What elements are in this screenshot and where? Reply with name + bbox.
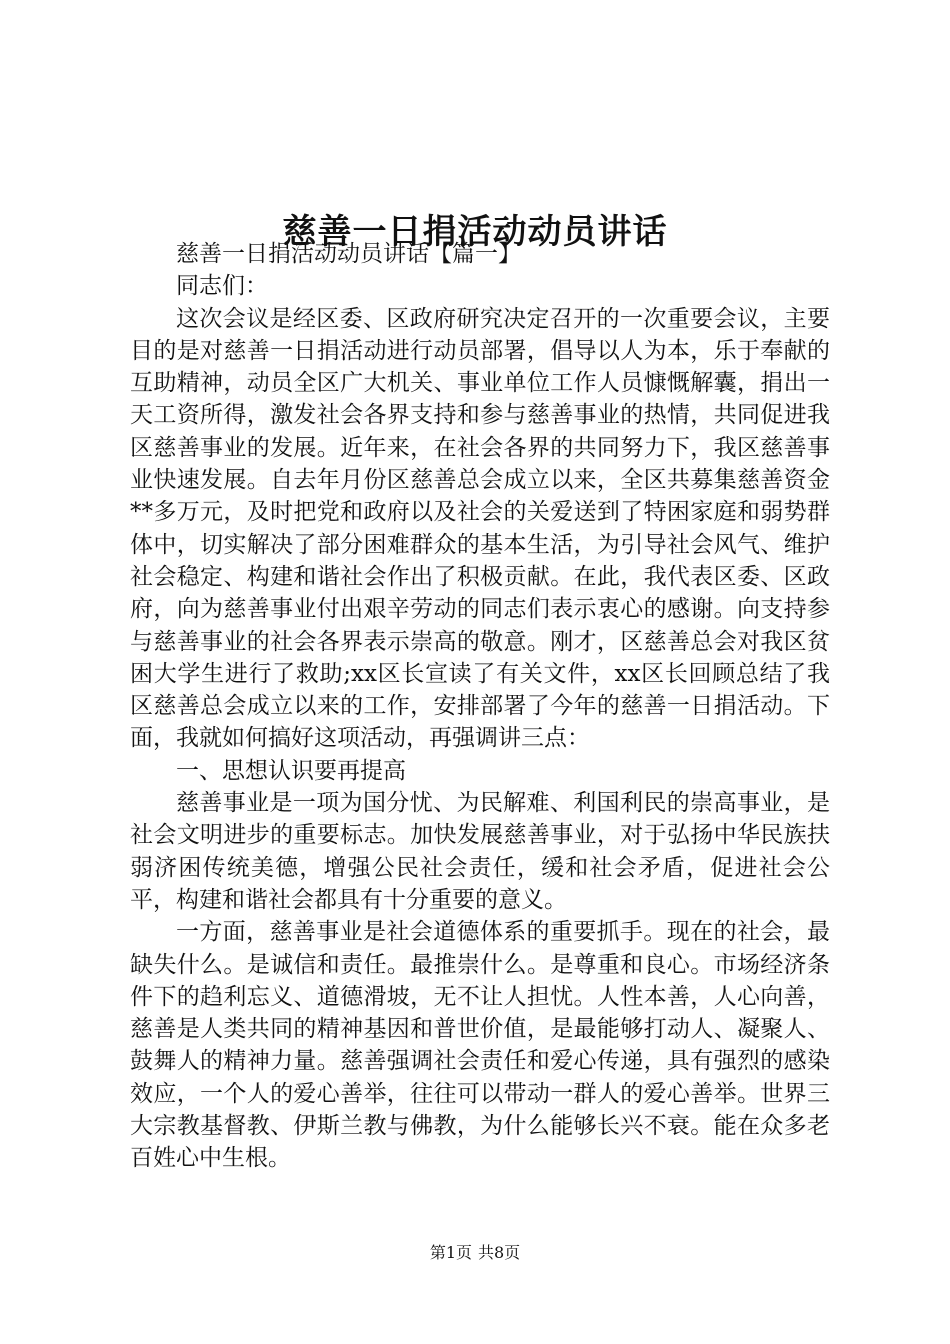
page-footer xyxy=(0,1242,950,1264)
subsection-heading: 一、思想认识要再提高 xyxy=(176,757,406,784)
salutation: 同志们： xyxy=(176,273,268,300)
page-total: 共8页 xyxy=(478,1243,521,1262)
page-number: 第1页 xyxy=(429,1243,472,1262)
paragraph: 这次会议是经区委、区政府研究决定召开的一次重要会议，主要目的是对慈善一日捐活动进行动员部署，倡导以人为本，乐于奉献的互助精神，动员全区广大机关、事业单位工作人员慷慨解囊，捐出一天工资所得，激发社会各界支持和参与慈善事业的热情，共同促进我区慈善事业的发展。近年来，在社会各界的共同努力下，我区慈善事业快速发展。自去年月份区慈善总会成立以来，全区共募集慈善资金**多万元，及时把党和政府以及社会的关爱送到了特困家庭和弱势群体中，切实解决了部分困难群众的基本生活，为引导社会风气、维护社会稳定、构建和谐社会作出了积极贡献。在此，我代表区委、区政府，向为慈善事业付出艰辛劳动的同志们表示衷心的感谢。向支持参与慈善事业的社会各界表示崇高的敬意。刚才，区慈善总会对我区贫困大学生进行了救助;xx区长宣读了有关文件，xx区长回顾总结了我区慈善总会成立以来的工作，安排部署了今年的慈善一日捐活动。下面，我就如何搞好这项活动，再强调讲三点： xyxy=(130,305,830,752)
section-heading: 慈善一日捐活动动员讲话【篇一】 xyxy=(176,241,521,267)
paragraph: 慈善事业是一项为国分忧、为民解难、利国利民的崇高事业，是社会文明进步的重要标志。加快发展慈善事业，对于弘扬中华民族扶弱济困传统美德，增强公民社会责任，缓和社会矛盾，促进社会公平，构建和谐社会都具有十分重要的意义。 xyxy=(130,790,830,913)
paragraph: 一方面，慈善事业是社会道德体系的重要抓手。现在的社会，最缺失什么。是诚信和责任。最推崇什么。是尊重和良心。市场经济条件下的趋利忘义、道德滑坡，无不让人担忧。人性本善，人心向善，慈善是人类共同的精神基因和普世价值，是最能够打动人、凝聚人、鼓舞人的精神力量。慈善强调社会责任和爱心传递，具有强烈的感染效应，一个人的爱心善举，往往可以带动一群人的爱心善举。世界三大宗教基督教、伊斯兰教与佛教，为什么能够长兴不衰。能在众多老百姓心中生根。 xyxy=(130,919,830,1172)
document-title: 慈善一日捐活动动员讲话 xyxy=(282,211,668,252)
document-body xyxy=(130,238,830,1175)
